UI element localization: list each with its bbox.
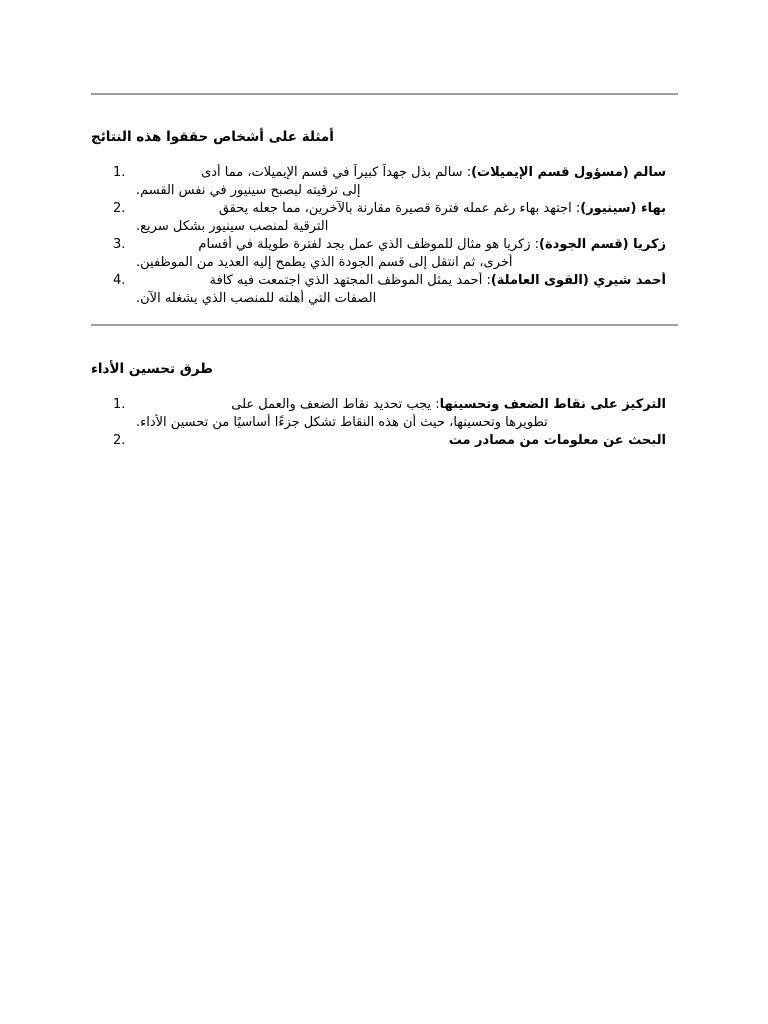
list-item-title: البحث عن معلومات من مصادر مت — [448, 433, 666, 448]
list-item-line — [136, 432, 666, 450]
horizontal-divider — [91, 324, 678, 326]
section-heading-examples: أمثلة على أشخاص حققوا هذه النتائج — [91, 129, 334, 145]
list-item — [91, 164, 678, 200]
list-item-continuation: الصفات التي أهلته للمنصب الذي يشغله الآن. — [136, 291, 377, 306]
list-item — [91, 432, 678, 450]
list-item-title: أحمد شيري (القوى العاملة) — [490, 273, 666, 288]
list-number: 1. — [113, 165, 126, 180]
list-item — [91, 396, 678, 432]
list-item-text: : يجب تحديد نقاط الضعف والعمل على — [231, 397, 440, 412]
section-heading-performance: طرق تحسين الأداء — [91, 361, 213, 377]
examples-list — [91, 164, 678, 308]
list-item-title: التركيز على نقاط الضعف وتحسينها — [439, 397, 666, 412]
list-item-line — [136, 236, 666, 254]
list-item-text: : اجتهد بهاء رغم عمله فترة قصيرة مقارنة بالآخرين، مما جعله يحقق — [218, 201, 581, 216]
document-page — [91, 0, 678, 1024]
list-item-line — [136, 200, 666, 218]
list-item-continuation: إلى ترقيته ليصبح سينيور في نفس القسم. — [136, 183, 361, 198]
list-item-text: : سالم بذل جهداً كبيراً في قسم الإيميلات، مما أدى — [201, 165, 472, 180]
list-item-line — [136, 272, 666, 290]
list-item-title: سالم (مسؤول قسم الإيميلات) — [471, 165, 666, 180]
list-item-text: : أحمد يمثل الموظف المجتهد الذي اجتمعت فيه كافة — [209, 273, 491, 288]
list-item — [91, 236, 678, 272]
list-item-text: : زكريا هو مثال للموظف الذي عمل بجد لفترة طويلة في أقسام — [198, 237, 540, 252]
list-item-line — [136, 396, 666, 414]
list-item-title: بهاء (سينيور) — [580, 201, 666, 216]
list-item — [91, 200, 678, 236]
list-number: 4. — [113, 273, 126, 288]
list-item-continuation: أخرى، ثم انتقل إلى قسم الجودة الذي يطمح إليه العديد من الموظفين. — [136, 255, 513, 270]
list-number: 3. — [113, 237, 126, 252]
list-item-title: زكريا (قسم الجودة) — [539, 237, 666, 252]
list-number: 1. — [113, 397, 126, 412]
list-number: 2. — [113, 433, 126, 448]
performance-list — [91, 396, 678, 450]
list-number: 2. — [113, 201, 126, 216]
list-item-continuation: تطويرها وتحسينها، حيث أن هذه النقاط تشكل جزءًا أساسيًا من تحسين الأداء. — [136, 415, 548, 430]
list-item — [91, 272, 678, 308]
list-item-line — [136, 164, 666, 182]
horizontal-divider — [91, 93, 678, 95]
list-item-continuation: الترقية لمنصب سينيور بشكل سريع. — [136, 219, 329, 234]
